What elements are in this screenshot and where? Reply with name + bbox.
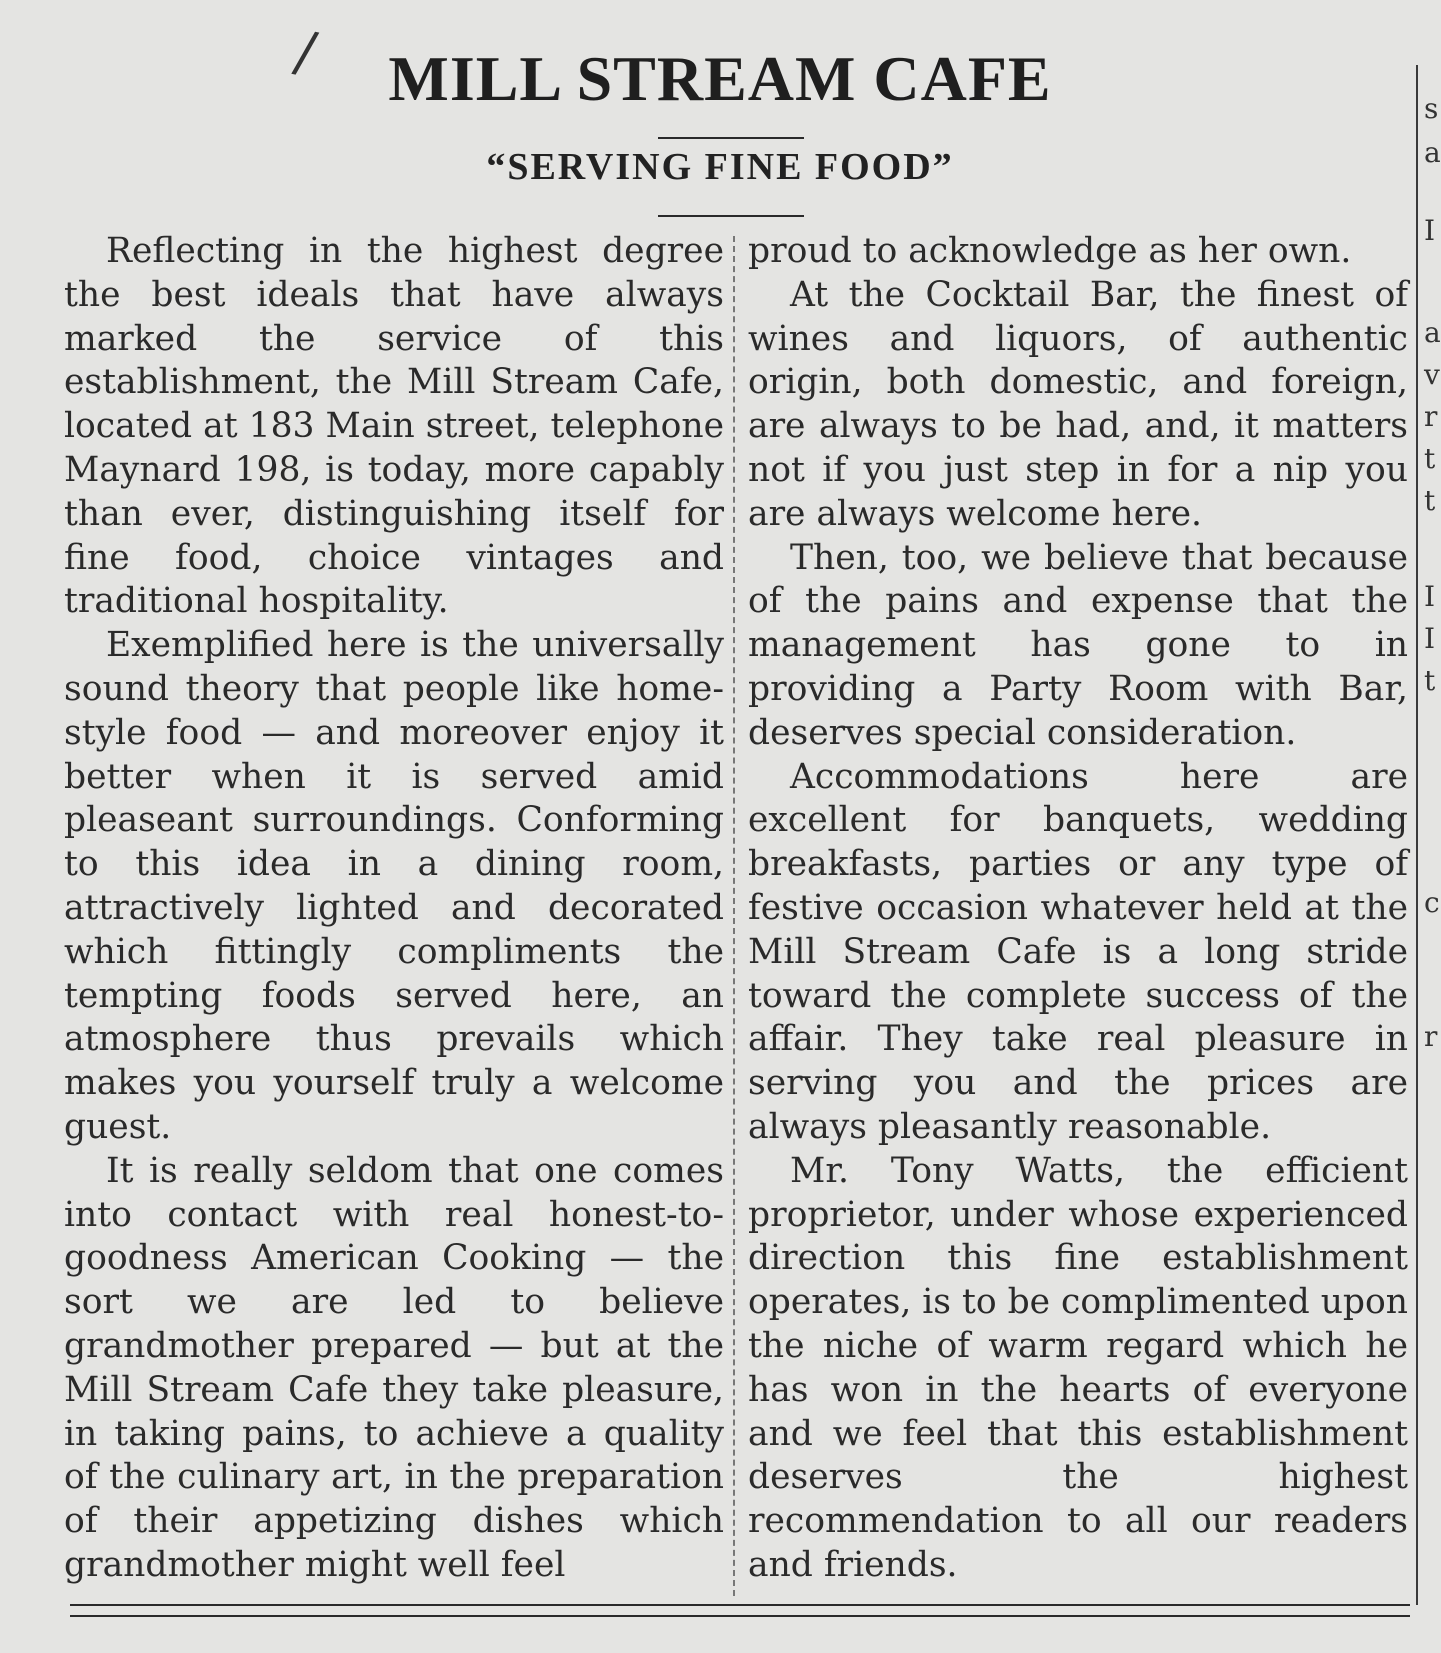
- adjacent-column-letter: a: [1424, 136, 1441, 169]
- adjacent-column-letter: I: [1424, 622, 1436, 655]
- paragraph: At the Cocktail Bar, the finest of wines and liquors, of authentic origin, both domestic, and foreign, are always to be had, and, it matters not if you just step in for a nip you are always welcome here.: [748, 274, 1408, 534]
- adjacent-column-letter: s: [1424, 92, 1439, 125]
- adjacent-column-rule: [1416, 65, 1418, 1605]
- paragraph: Exemplified here is the universally sound theory that people like home-style food — and moreover enjoy it better when it is served amid pleaseant surroundings. Conforming to this idea in a dining room, attractively lighted and decorated which fittingly compliments the tempting foods served here, an atmosphere thus prevails which makes you yourself truly a welcome guest.: [64, 625, 724, 1147]
- column-divider: [733, 236, 735, 1596]
- headline: MILL STREAM CAFE: [388, 43, 1052, 114]
- paragraph: Reflecting in the highest degree the best ideals that have always marked the service of this establishment, the Mill Stream Cafe, located at 183 Main street, telephone Maynard 198, is today, more capably than ever, distinguishing itself for fine food, choice vintages and traditional hospitality.: [64, 231, 724, 622]
- adjacent-column-letter: t: [1424, 442, 1436, 475]
- paragraph: Accommodations here are excellent for banquets, wedding breakfasts, parties or any type of festive occasion whatever held at the Mill Stream Cafe is a long stride toward the complete success of the affair. They take real pleasure in serving you and the prices are always pleasantly reasonable.: [748, 756, 1408, 1147]
- adjacent-column-letter: t: [1424, 664, 1436, 697]
- subhead-rule: [658, 215, 804, 217]
- adjacent-column-letter: a: [1424, 316, 1441, 349]
- subhead: “SERVING FINE FOOD”: [486, 146, 954, 188]
- adjacent-column-letter: I: [1424, 214, 1436, 247]
- right-column: [748, 230, 1408, 1588]
- bottom-rule: [70, 1615, 1410, 1617]
- headline-rule: [658, 137, 804, 139]
- adjacent-column-letter: I: [1424, 580, 1436, 613]
- pen-mark: /: [289, 18, 322, 87]
- paragraph-continuation: proud to acknowledge as her own.: [748, 231, 1352, 271]
- paragraph: Mr. Tony Watts, the efficient proprietor, under whose experienced direction this fine establishment operates, is to be complimented upon the niche of warm regard which he has won in the hearts of everyone and we feel that this establishment deserves the highest recommendation to all our readers and friends.: [748, 1150, 1408, 1585]
- paragraph: It is really seldom that one comes into contact with real honest-to-goodness American Cooking — the sort we are led to believe grandmother prepared — but at the Mill Stream Cafe they take pleasure, in taking pains, to achieve a quality of the culinary art, in the preparation of their appetizing dishes which grandmother might well feel: [64, 1150, 724, 1585]
- adjacent-column-letter: c: [1424, 886, 1440, 919]
- left-column: [64, 230, 724, 1588]
- adjacent-column-letter: r: [1424, 400, 1438, 433]
- adjacent-column-letter: v: [1424, 358, 1440, 391]
- bottom-rule: [70, 1604, 1410, 1606]
- paragraph: Then, too, we believe that because of the pains and expense that the management has gone to in providing a Party Room with Bar, deserves special consideration.: [748, 537, 1408, 753]
- adjacent-column-letter: r: [1424, 1020, 1438, 1053]
- adjacent-column-letter: t: [1424, 484, 1436, 517]
